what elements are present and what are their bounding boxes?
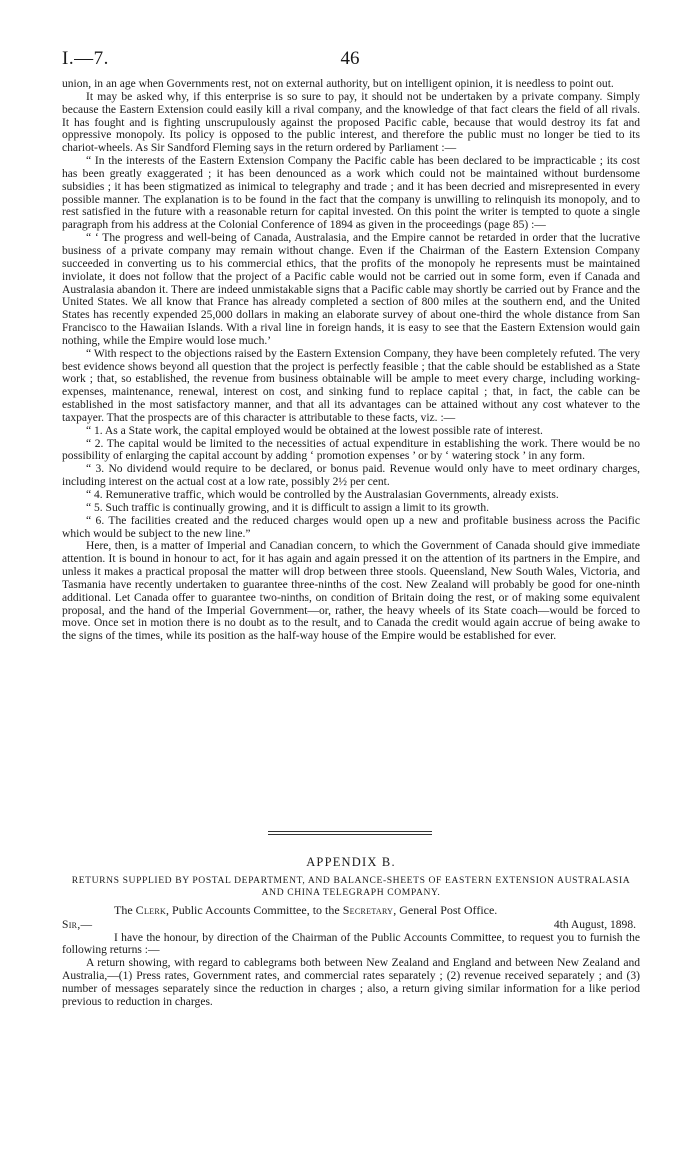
page-number: 46	[340, 48, 360, 69]
letter-address	[62, 904, 640, 917]
address-clerk: Clerk	[135, 902, 167, 917]
salutation: Sir,—	[62, 918, 93, 931]
divider-line	[268, 834, 432, 835]
letter-date: 4th August, 1898.	[553, 918, 636, 931]
list-item: “ 4. Remunerative traffic, which would be controlled by the Australasian Governments, already exists.	[86, 489, 559, 501]
address-prefix: The	[114, 902, 133, 917]
quoted-paragraph: “ With respect to the objections raised by the Eastern Extension Company, they have been completely refuted. The very best evidence shows beyond all question that the project is perfectly feasible ; that the cable should be established as a State work ; that, so established, the revenue from business obtainable will be ample to meet every charge, including working-expenses, maintenance, renewal, interest on cost, and sinking fund to replace capital ; that, in fact, the cable can be established in the most satisfactory manner, and that all its advantages can be attained without any cost whatever to the taxpayer. That the prospects are of this character is attributable to these facts, viz. :—	[62, 347, 640, 424]
list-item: “ 1. As a State work, the capital employed would be obtained at the lowest possible rate of interest.	[86, 424, 543, 437]
paragraph: It may be asked why, if this enterprise is so sure to pay, it should not be undertaken by a private company. Simply because the Eastern Extension could easily kill a rival company, and the knowledge of that fact clears the field of all rivals. It has fought and is fighting unscrupulously against the proposed Pacific cable, because that would destroy its fat and oppressive monopoly. Its policy is opposed to the public interest, and therefore the public must no longer be tied to its chariot-wheels. As Sir Sandford Fleming says in the return ordered by Parliament :—	[62, 90, 640, 155]
divider-line	[268, 831, 432, 832]
letter-paragraph: I have the honour, by direction of the Chairman of the Public Accounts Committee, to request you to furnish the following returns :—	[62, 931, 640, 957]
quoted-paragraph: “ ‘ The progress and well-being of Canada, Australasia, and the Empire cannot be retarded in order that the lucrative business of a private company may remain without change. Even if the Chairman of the Eastern Extension Company succeeded in converting us to his commercial ethics, that the profits of the monopoly he represents must be maintained inviolate, it does not follow that the project of a Pacific cable would not be carried out in some form, even if Canada and Australasia abandon it. There are indeed unmistakable signs that a Pacific cable may shortly be carried out by France and the United States. We all know that France has already completed a section of 800 miles at the southern end, and the United States has recently expended 25,000 dollars in making an elaborate survey of about one-third the whole distance from San Francisco to the Hawaiian Islands. With a rival line in foreign hands, it is easy to see that the Eastern Extension would gain nothing, while the Empire would lose much.’	[62, 232, 640, 347]
list-item: “ 3. No dividend would require to be declared, or bonus paid. Revenue would only have to meet ordinary charges, including interest on the actual cost at a low rate, possibly 2½ per cent.	[62, 463, 640, 489]
list-item: “ 5. Such traffic is continually growing, and it is difficult to assign a limit to its growth.	[86, 501, 490, 514]
address-suffix: , General Post Office.	[393, 902, 498, 917]
paragraph: union, in an age when Governments rest, not on external authority, but on intelligent opinion, it is needless to point out.	[62, 78, 614, 90]
list-item: “ 6. The facilities created and the reduced charges would open up a new and profitable business across the Pacific which would be subject to the new line.”	[62, 514, 640, 540]
letter-paragraph: A return showing, with regard to cablegrams both between New Zealand and England and between New Zealand and Australia,—(1) Press rates, Government rates, and commercial rates separately ; (2) revenue received separately ; and (3) number of messages separately since the reduction in charges ; also, a return giving similar information for a like period previous to reduction in charges.	[62, 957, 640, 1008]
paragraph: Here, then, is a matter of Imperial and Canadian concern, to which the Government of Canada should give immediate attention. It is bound in honour to act, for it has again and again pressed it on the attention of its partners in the Empire, and unless it makes a practical proposal the matter will drop between three stools. Queensland, New South Wales, Victoria, and Tasmania have recently undertaken to guarantee three-ninths of the cost. New Zealand will probably be good for one-ninth additional. Let Canada offer to guarantee two-ninths, on condition of Britain doing the rest, or of making some equivalent proposal, and the hand of the Imperial Government—or, rather, the heavy wheels of its State coach—would be forced to move. Once set in motion there is no doubt as to the result, and to Canada the credit would again accrue of being awake to the signs of the times, while its position as the half-way house of the Empire would be established for ever.	[62, 540, 640, 643]
appendix-heading: RETURNS SUPPLIED BY POSTAL DEPARTMENT, AND BALANCE-SHEETS OF EASTERN EXTENSION AUSTRALASIA AND CHINA TELEGRAPH COMPANY.	[71, 874, 631, 899]
document-reference: I.—7.	[62, 48, 109, 69]
address-secretary: Secretary	[342, 902, 394, 917]
address-middle: , Public Accounts Committee, to the	[166, 902, 340, 917]
list-item: “ 2. The capital would be limited to the necessities of actual expenditure in establishing the work. There would be no possibility of enlarging the capital account by adding ‘ promotion expenses ’ or by ‘ watering stock ’ in any form.	[62, 437, 640, 463]
salutation-row	[62, 919, 640, 932]
appendix-section	[62, 856, 640, 1009]
quoted-paragraph: “ In the interests of the Eastern Extension Company the Pacific cable has been declared to be impracticable ; its cost has been greatly exaggerated ; it has been denounced as a work which could not be maintained without burdensome subsidies ; it has been stigmatized as inimical to telegraphy and trade ; and it has been decried and misrepresented in every possible manner. The explanation is to be found in the fact that the company is unwilling to relinquish its monopoly, and to rest satisfied in the future with a reasonable return for capital invested. On this point the writer is tempted to quote a single paragraph from his address at the Colonial Conference of 1894 as given in the proceedings (page 85) :—	[62, 155, 640, 232]
main-text	[62, 78, 640, 643]
appendix-title: APPENDIX B.	[306, 855, 396, 869]
